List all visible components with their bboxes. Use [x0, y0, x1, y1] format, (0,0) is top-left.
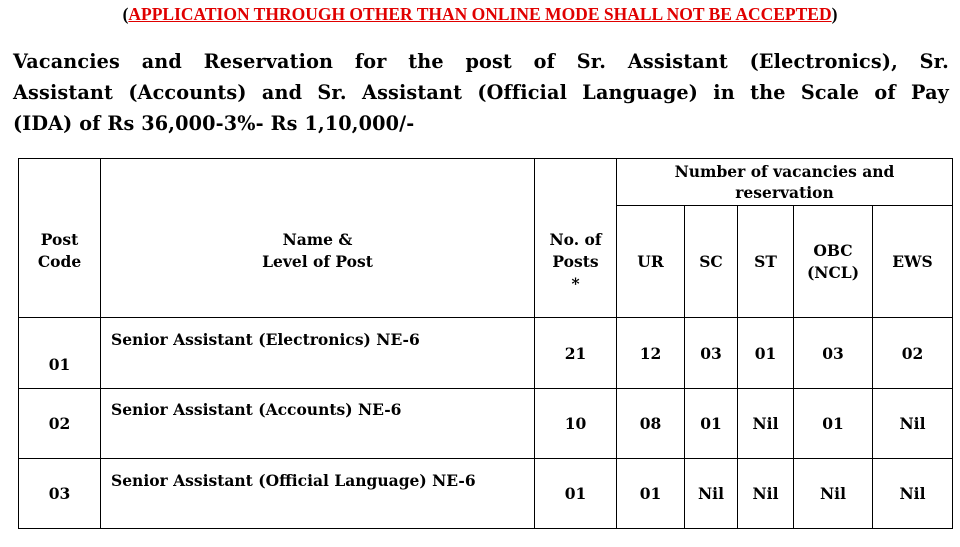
table-row [19, 389, 953, 459]
row-st: 01 [738, 318, 794, 389]
heading-line-2: Assistant (Accounts) and Sr. Assistant (Official Language) in the Scale of Pay [13, 81, 949, 104]
row-sc: 01 [685, 389, 738, 459]
row-ur: 12 [617, 318, 685, 389]
row-name: Senior Assistant (Electronics) NE-6 [101, 318, 535, 389]
row-obc: 01 [794, 389, 873, 459]
header-vacancy-group [617, 159, 953, 206]
header-posts-line1: No. of [549, 230, 602, 249]
header-obc [794, 206, 873, 318]
header-sc: SC [685, 206, 738, 318]
header-name-level [101, 159, 535, 318]
notice-banner [0, 4, 960, 25]
notice-text: APPLICATION THROUGH OTHER THAN ONLINE MODE SHALL NOT BE ACCEPTED [128, 4, 832, 24]
row-obc: 03 [794, 318, 873, 389]
row-code: 01 [19, 318, 101, 389]
heading-line-3: (IDA) of Rs 36,000-3%- Rs 1,10,000/- [13, 112, 415, 135]
header-post-code-line1: Post [40, 230, 79, 249]
row-posts: 01 [535, 459, 617, 529]
page-heading [13, 46, 949, 139]
header-posts-line2: Posts [552, 252, 599, 271]
row-st: Nil [738, 389, 794, 459]
header-ews: EWS [873, 206, 953, 318]
header-name-line2: Level of Post [262, 252, 373, 271]
header-post-code [19, 159, 101, 318]
header-obc-line2: (NCL) [806, 262, 860, 282]
header-no-of-posts [535, 159, 617, 318]
header-post-code-line2: Code [37, 252, 82, 271]
heading-line-1: Vacancies and Reservation for the post of Sr. Assistant (Electronics), Sr. [13, 50, 949, 73]
header-posts-asterisk: * [571, 274, 580, 293]
table-row [19, 459, 953, 529]
header-ur: UR [617, 206, 685, 318]
notice-open-paren: ( [122, 4, 129, 24]
row-code: 03 [19, 459, 101, 529]
row-ur: 08 [617, 389, 685, 459]
notice-close-paren: ) [831, 4, 838, 24]
row-sc: 03 [685, 318, 738, 389]
row-posts: 10 [535, 389, 617, 459]
table-row [19, 318, 953, 389]
row-code: 02 [19, 389, 101, 459]
header-group-line2: reservation [735, 183, 834, 202]
header-st: ST [738, 206, 794, 318]
row-ews: Nil [873, 389, 953, 459]
row-posts: 21 [535, 318, 617, 389]
row-sc: Nil [685, 459, 738, 529]
row-ews: 02 [873, 318, 953, 389]
header-name-line1: Name & [282, 230, 353, 249]
row-name: Senior Assistant (Accounts) NE-6 [101, 389, 535, 459]
row-obc: Nil [794, 459, 873, 529]
header-obc-line1: OBC [813, 240, 853, 260]
header-group-line1: Number of vacancies and [674, 162, 895, 181]
row-ews: Nil [873, 459, 953, 529]
header-row-1 [19, 159, 953, 206]
vacancy-table [18, 158, 953, 529]
row-name: Senior Assistant (Official Language) NE-6 [101, 459, 535, 529]
row-ur: 01 [617, 459, 685, 529]
row-st: Nil [738, 459, 794, 529]
